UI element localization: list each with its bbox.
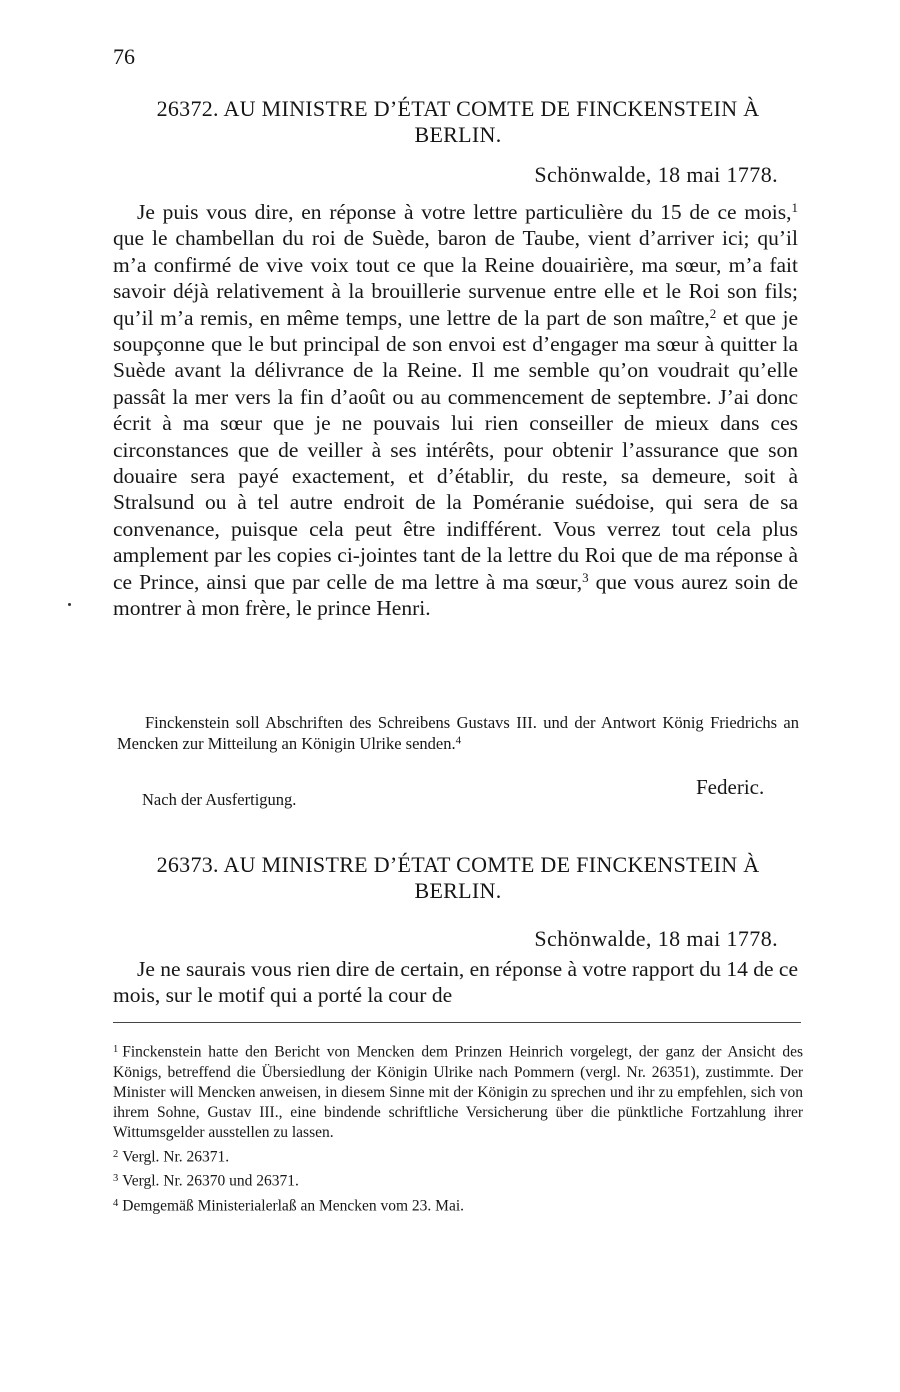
footnote-ref-4: 4 bbox=[455, 734, 462, 747]
page-number: 76 bbox=[113, 44, 135, 69]
signature: Federic. bbox=[696, 775, 765, 799]
footnote-1 bbox=[113, 1040, 803, 1143]
footnote-3 bbox=[113, 1169, 803, 1192]
letter-26372-dateline: Schönwalde, 18 mai 1778. bbox=[534, 162, 778, 187]
footnote-text: Vergl. Nr. 26370 und 26371. bbox=[122, 1173, 299, 1191]
footnote-ref-2: 2 bbox=[709, 305, 717, 321]
footnote-ref-3: 3 bbox=[582, 569, 589, 585]
body-text-part: que le chambellan du roi de Suède, baron de Taube, vient d’arriver ici; qu’il m’a confirmé de vive voix tout ce que la Reine douairière, ma sœur, m’a fait savoir déjà relativement à la brouillerie survenue entre elle et le Roi son fils; qu’il m’a remis, en même temps, une lettre de la part de son maître, bbox=[113, 226, 798, 330]
body-text-part: et que je soupçonne que le but principal de son envoi est d’engager ma sœur à quitter la Suède avant la délivrance de la Reine. Il me semble qu’on voudrait qu’elle passât la mer vers la fin d’août ou au commencement de septembre. J’ai donc écrit à ma sœur que je ne pouvais lui rien conseiller de mieux dans ces circonstances que de veiller à ses intérêts, pour obtenir l’assurance que son douaire sera payé exactement, et d’établir, du reste, sa demeure, soit à Stralsund ou à tel autre endroit de la Poméranie suédoise, qui sera de sa convenance, puisque cela peut être indifférent. Vous verrez tout cela plus amplement par les copies ci-jointes tant de la lettre du Roi que de ma réponse à ce Prince, ainsi que par celle de ma lettre à ma sœur, bbox=[113, 305, 799, 594]
footnotes bbox=[113, 1040, 803, 1219]
footnote-text: Finckenstein hatte den Bericht von Mencken dem Prinzen Heinrich vorgelegt, der ganz der Ansicht des Königs, betreffend die Übersiedlung der Königin Ulrike nach Pommern (vergl. Nr. 26351), zustimmte. Der Minister will Mencken anweisen, in diesem Sinne mit der Königin zu sprechen und ihr zu empfehlen, sich von ihrem Sohne, Gustav III., eine bindende schriftliche Versicherung über die pünktliche Fortzahlung ihrer Wittumsgelder ausstellen zu lassen. bbox=[113, 1043, 803, 1141]
body-text-part: que vous aurez soin de montrer à mon frère, le prince Henri. bbox=[113, 569, 798, 621]
footnote-mark: 2 bbox=[113, 1148, 119, 1160]
letter-26373-heading: 26373. AU MINISTRE D’ÉTAT COMTE DE FINCKENSTEIN À BERLIN. bbox=[156, 852, 760, 903]
editorial-note-text: Finckenstein soll Abschriften des Schreibens Gustavs III. und der Antwort König Friedrichs an Mencken zur Mitteilung an Königin Ulrike senden. bbox=[117, 713, 799, 753]
footnote-ref-1: 1 bbox=[791, 199, 798, 215]
margin-mark bbox=[68, 603, 71, 606]
source-note: Nach der Ausfertigung. bbox=[142, 790, 297, 809]
footnote-mark: 4 bbox=[113, 1198, 119, 1210]
body-text-part: Je puis vous dire, en réponse à votre lettre particulière du 15 de ce mois, bbox=[137, 200, 792, 224]
footnote-mark: 1 bbox=[113, 1044, 119, 1055]
footnote-text: Vergl. Nr. 26371. bbox=[122, 1148, 230, 1166]
letter-26373-body: Je ne saurais vous rien dire de certain, en réponse à votre rapport du 14 de ce mois, sur le motif qui a porté la cour de bbox=[113, 957, 798, 1008]
letter-26373-dateline: Schönwalde, 18 mai 1778. bbox=[534, 926, 778, 951]
footnote-text: Demgemäß Ministerialerlaß an Mencken vom 23. Mai. bbox=[122, 1197, 465, 1215]
footnote-rule bbox=[113, 1022, 801, 1023]
footnote-2 bbox=[113, 1145, 803, 1168]
letter-26372-body bbox=[113, 199, 798, 622]
footnote-4 bbox=[113, 1194, 803, 1217]
footnote-mark: 3 bbox=[113, 1173, 119, 1185]
letter-26372-heading: 26372. AU MINISTRE D’ÉTAT COMTE DE FINCKENSTEIN À BERLIN. bbox=[156, 96, 760, 147]
editorial-note bbox=[117, 712, 799, 754]
